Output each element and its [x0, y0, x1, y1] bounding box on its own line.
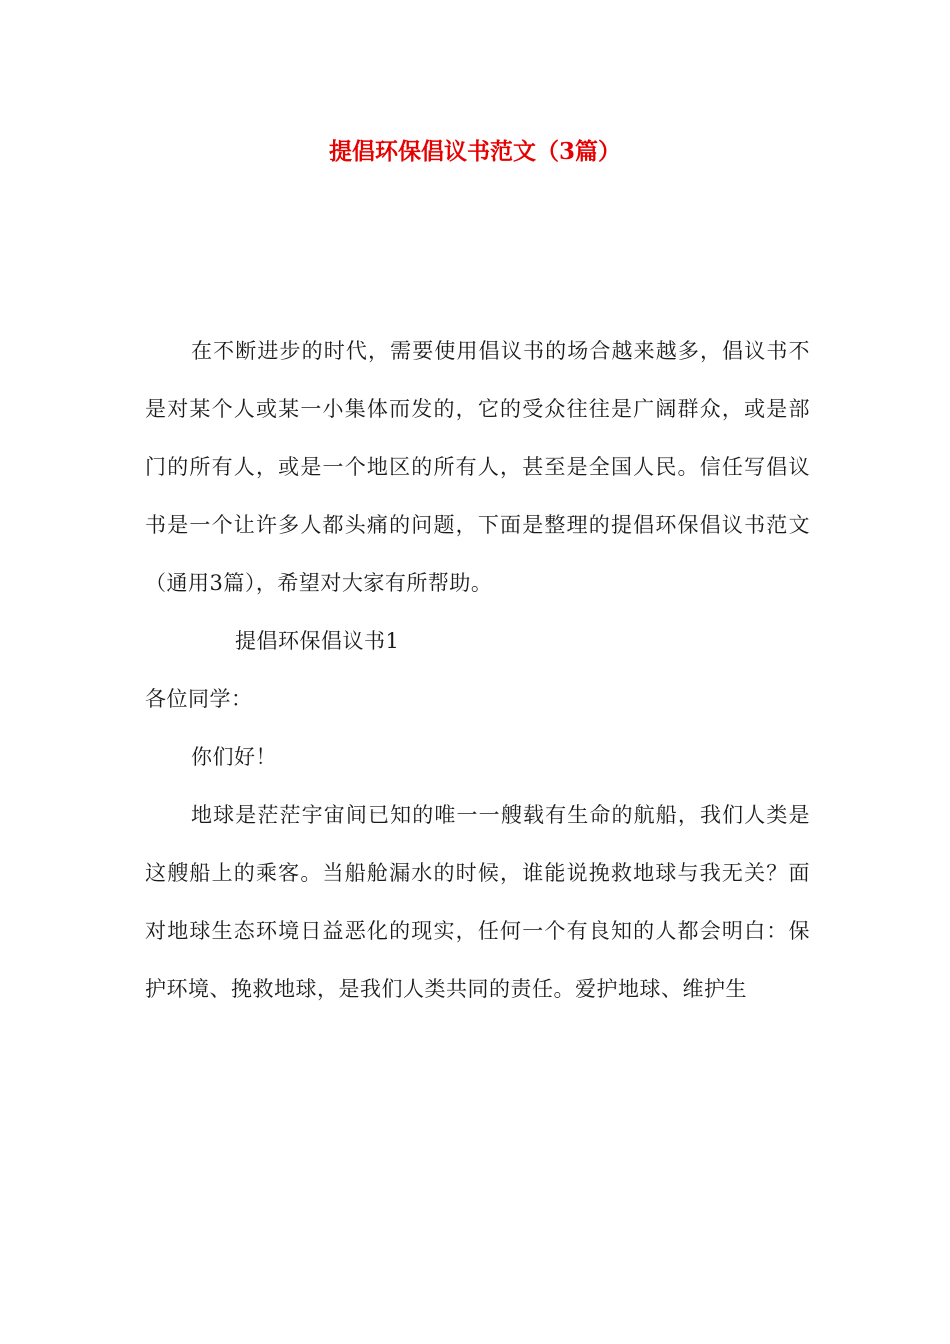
document-title: 提倡环保倡议书范文（3篇） [328, 138, 621, 165]
salutation: 各位同学： [145, 687, 253, 711]
body-paragraph: 地球是茫茫宇宙间已知的唯一一艘载有生命的航船，我们人类是这艘船上的乘客。当船舱漏水的时候，谁能说挽救地球与我无关？面对地球生态环境日益恶化的现实，任何一个有良知的人都会明白：保护环境、挽救地球，是我们人类共同的责任。爱护地球、维护生 [145, 803, 810, 1001]
section-title: 提倡环保倡议书1 [235, 629, 400, 653]
intro-paragraph: 在不断进步的时代，需要使用倡议书的场合越来越多，倡议书不是对某个人或某一小集体而发的，它的受众往往是广阔群众，或是部门的所有人，或是一个地区的所有人，甚至是全国人民。信任写倡议书是一个让许多人都头痛的问题，下面是整理的提倡环保倡议书范文（通用3篇），希望对大家有所帮助。 [145, 339, 810, 595]
greeting: 你们好！ [191, 745, 277, 769]
document-body [145, 322, 810, 1018]
